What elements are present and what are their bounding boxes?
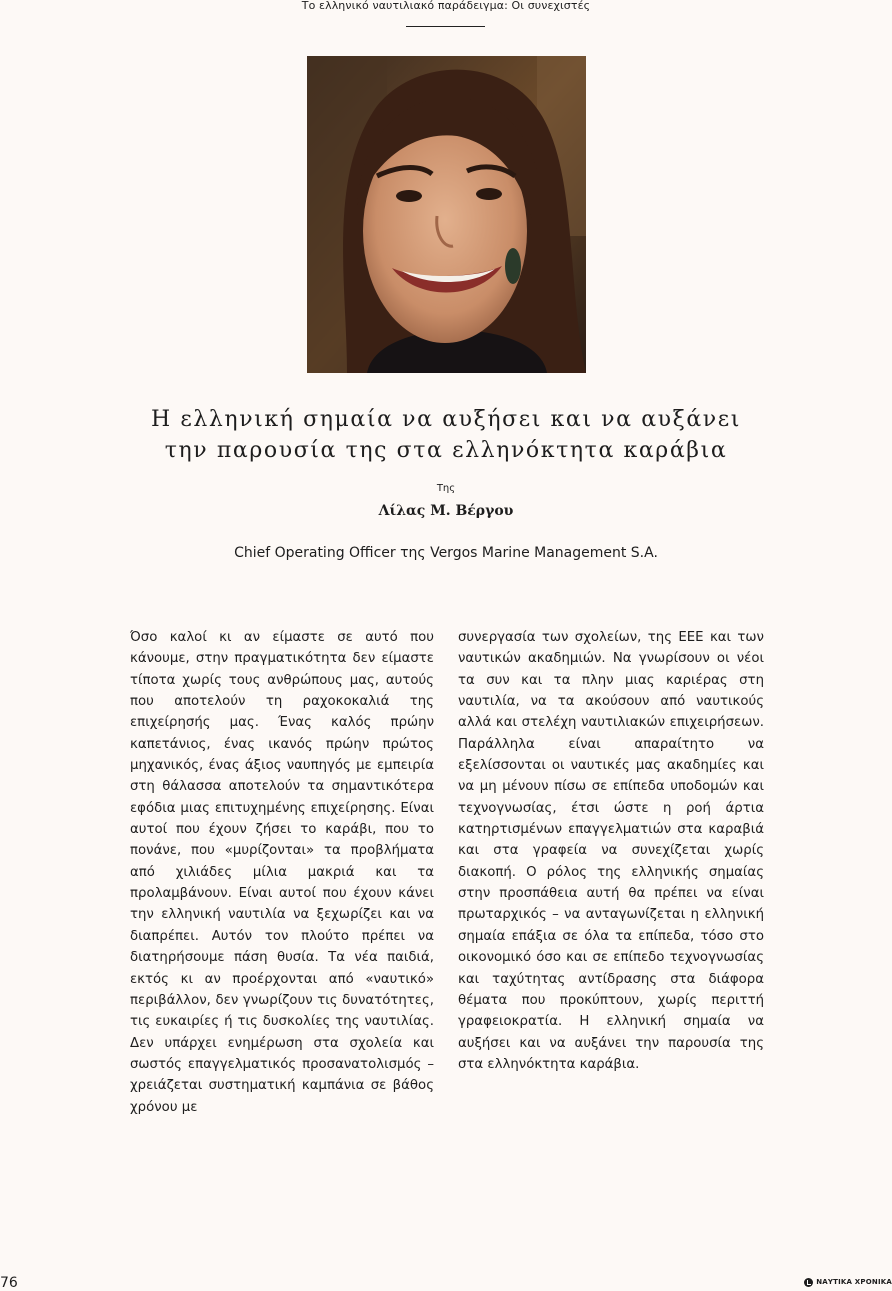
author-portrait — [307, 56, 586, 373]
article-body-left: Όσο καλοί κι αν είμαστε σε αυτό που κάνουμε, στην πραγματικότητα δεν είμαστε τίποτα χωρίς τους ανθρώπους μας, αυτούς που αποτελούν τη ραχοκοκαλιά της επιχείρησής μας. Ένας καλός πρώην καπετάνιος, ένας ικανός πρώην πρώτος μηχανικός, ένας άξιος ναυπηγός με εμπειρία στη θάλασσα αποτελούν τα σημαντικότερα εφόδια μιας επιτυχημένης επιχείρησης. Είναι αυτοί που έχουν ζήσει το καράβι, που το πονάνε, που «μυρίζονται» τα προβλήματα από χιλιάδες μίλια μακριά και τα προλαμβάνουν. Είναι αυτοί που έχουν κάνει την ελληνική ναυτιλία να ξεχωρίζει και να διαπρέπει. Αυτόν τον πλούτο πρέπει να διατηρήσουμε πάση θυσία. Τα νέα παιδιά, εκτός κι αν προέρχονται από «ναυτικό» περιβάλλον, δεν γνωρίζουν τις δυνατότητες, τις ευκαιρίες ή τις δυσκολίες της ναυτιλίας. Δεν υπάρχει ενημέρωση στα σχολεία και σωστός επαγγελματικός προσανατολισμός – χρειάζεται συστηματική καμπάνια σε βάθος χρόνου με — [130, 630, 434, 1115]
publication-footer — [804, 1278, 892, 1287]
article-column-right — [458, 627, 764, 1075]
page-number: 76 — [0, 1275, 18, 1291]
article-body-right: συνεργασία των σχολείων, της ΕΕΕ και των ναυτικών ακαδημιών. Να γνωρίσουν οι νέοι τα συν και τα πλην μιας καριέρας στη ναυτιλία, να τα ακούσουν από ναυτικούς αλλά και στελέχη ναυτιλιακών επιχειρήσεων. Παράλληλα είναι απαραίτητο να εξελίσσονται οι ναυτικές μας ακαδημίες και να μη μένουν πίσω σε επίπεδα υποδομών και τεχνογνωσίας, έτσι ώστε η ροή άρτια κατηρτισμένων επαγγελματιών στα καραβιά και στα γραφεία να συνεχίζεται χωρίς διακοπή. Ο ρόλος της ελληνικής σημαίας στην προσπάθεια αυτή θα πρέπει να είναι πρωταρχικός – να ανταγωνίζεται η ελληνική σημαία επάξια σε όλα τα επίπεδα, τόσο στο οικονομικό όσο και σε επίπεδο τεχνογνωσίας και ταχύτητας αντίδρασης στα διάφορα θέματα που προκύπτουν, χωρίς περιττή γραφειοκρατία. Η ελληνική σημαία να αυξήσει και να αυξάνει την παρουσία της στα ελληνόκτητα καράβια. — [458, 630, 764, 1072]
article-column-left — [130, 627, 434, 1118]
author-portrait-image — [307, 56, 586, 373]
author-affiliation: Chief Operating Officer της Vergos Marine Management S.A. — [234, 545, 658, 561]
author-name: Λίλας Μ. Βέργου — [378, 503, 514, 519]
publication-logo-icon — [804, 1278, 813, 1287]
running-head: Το ελληνικό ναυτιλιακό παράδειγμα: Οι συνεχιστές — [301, 0, 591, 12]
byline-prefix: Της — [436, 483, 456, 494]
article-title-line-1: Η ελληνική σημαία να αυξήσει και να αυξάνει — [150, 407, 742, 432]
article-title-line-2: την παρουσία της στα ελληνόκτητα καράβια — [164, 438, 728, 463]
publication-name: ΝΑΥΤΙΚΑ ΧΡΟΝΙΚΑ — [816, 1278, 892, 1286]
header-divider — [406, 26, 485, 27]
article-title — [0, 404, 892, 466]
